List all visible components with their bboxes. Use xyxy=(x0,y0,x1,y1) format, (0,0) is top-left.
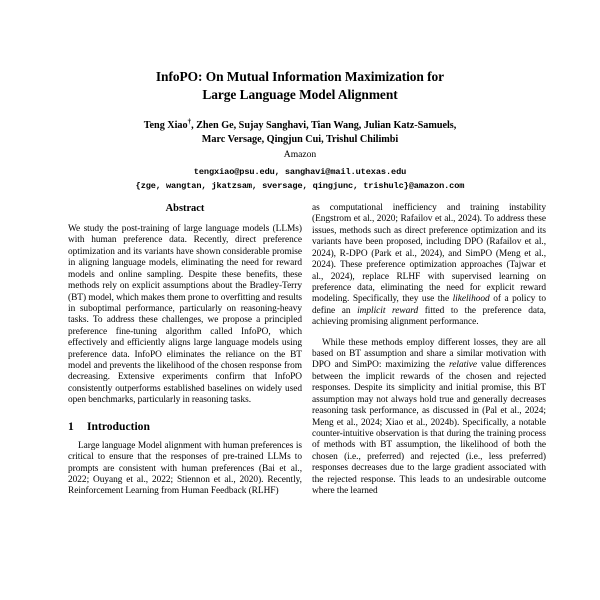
right-paragraph-2 xyxy=(312,338,546,498)
author-dagger-marker: † xyxy=(187,117,192,126)
right-p2-part-b: value differences between the implicit rewards of the chosen and rejected responses. Despite its simplicity and initial promise, this BT assumption may not always hold true and generally decreases reasoning task performance, as discussed in (Pal et al., 2024; Meng et al., 2024; Xiao et al., 2024b). Specifically, a notable counter-intuitive observation is that during the training process of methods with BT assumption, the likelihood of both the chosen (i.e., preferred) and rejected (i.e., less preferred) responses decreases due to the large gradient associated with the rejected response. This leads to an undesirable outcome where the learned xyxy=(312,360,546,497)
email-block xyxy=(65,161,535,193)
left-column xyxy=(68,203,302,600)
two-column-body xyxy=(0,203,600,600)
right-p2-part-a: While these methods employ different losses, they are all based on BT assumption and share a similar motivation with DPO and SimPO: maximizing the xyxy=(312,337,546,371)
title-line-2: Large Language Model Alignment xyxy=(202,86,398,102)
right-paragraph-1 xyxy=(312,203,546,329)
right-p1-part-a: as computational inefficiency and training instability (Engstrom et al., 2020; Rafailov et al., 2024). To address these issues, methods such as direct preference optimization and its variants have been proposed, including DPO (Rafailov et al., 2024), R-DPO (Park et al., 2024), and SimPO (Meng et al., 2024). These preference optimization approaches (Tajwar et al., 2024), replace RLHF with supervised learning on preference data, eliminating the need for explicit reward modeling. Specifically, they use the xyxy=(312,203,546,305)
right-p1-part-c: fitted to the preference data, achieving promising alignment performance. xyxy=(312,305,546,328)
section-heading-introduction xyxy=(68,420,302,434)
intro-paragraph-1: Large language Model alignment with human preferences is critical to ensure that the responses of pre-trained LLMs to prompts are consistent with human preferences (Bai et al., 2022; Ouyang et al., 2022; Stiennon et al., 2020). Recently, Reinforcement Learning from Human Feedback (RLHF) xyxy=(68,440,302,497)
section-title: Introduction xyxy=(87,419,150,433)
right-p1-emphasis-likelihood: likelihood xyxy=(452,294,490,305)
email-line-1: tengxiao@psu.edu, sanghavi@mail.utexas.edu xyxy=(193,167,407,178)
right-p1-emphasis-implicit-reward: implicit reward xyxy=(357,305,419,316)
right-column xyxy=(312,203,546,600)
right-p1-part-b: of a policy to define an xyxy=(312,294,546,316)
author-line-1: Teng Xiao†, Zhen Ge, Sujay Sanghavi, Tian Wang, Julian Katz-Samuels, xyxy=(143,117,457,131)
right-p2-emphasis-relative: relative xyxy=(449,360,477,371)
section-number: 1 xyxy=(68,419,74,433)
abstract-paragraph: We study the post-training of large language models (LLMs) with human preference data. Recently, direct preference optimization and its variants have shown considerable promise in aligning language models, eliminating the need for reward models and online sampling. Despite these benefits, these methods rely on explicit assumptions about the Bradley-Terry (BT) model, which makes them prone to overfitting and results in suboptimal performance, particularly on reasoning-heavy tasks. To address these challenges, we propose a principled preference fine-tuning algorithm called InfoPO, which effectively and efficiently aligns large language models using preference data. InfoPO eliminates the reliance on the BT model and prevents the likelihood of the chosen response from decreasing. Extensive experiments confirm that InfoPO consistently outperforms established baselines on widely used open benchmarks, particularly in reasoning tasks. xyxy=(68,224,302,406)
abstract-heading: Abstract xyxy=(165,203,205,214)
author-list xyxy=(65,103,535,193)
page-title xyxy=(85,68,515,103)
email-line-2: {zge, wangtan, jkatzsam, sversage, qingjunc, trishulc}@amazon.com xyxy=(135,181,465,192)
title-block xyxy=(0,0,600,193)
author-line-2: Marc Versage, Qingjun Cui, Trishul Chilimbi xyxy=(201,133,399,145)
affiliation: Amazon xyxy=(283,149,317,161)
title-line-1: InfoPO: On Mutual Information Maximization for xyxy=(155,69,445,84)
